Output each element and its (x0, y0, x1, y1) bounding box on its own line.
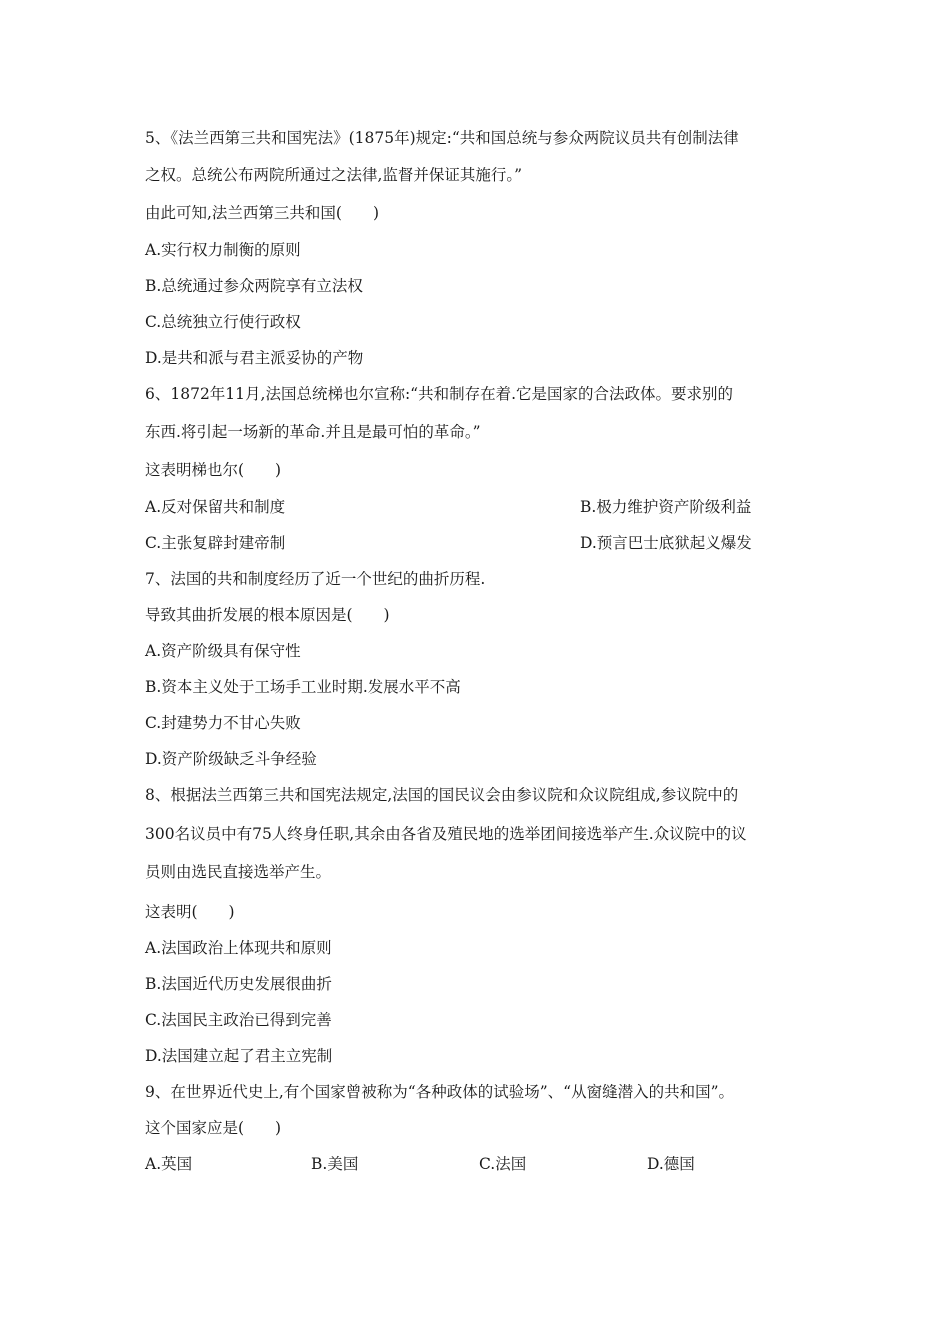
q5-text-line2: 之权。总统公布两院所通过之法律,监督并保证其施行。” (145, 166, 523, 184)
q7-option-b: B.资本主义处于工场手工业时期.发展水平不高 (145, 678, 461, 696)
q9-stem: 这个国家应是( ) (145, 1119, 282, 1137)
q7-option-a: A.资产阶级具有保守性 (145, 642, 301, 660)
q6-text-line1: 6、1872年11月,法国总统梯也尔宣称:“共和制存在着.它是国家的合法政体。要求别的 (145, 385, 734, 403)
q7-stem: 导致其曲折发展的根本原因是( ) (145, 606, 390, 624)
q5-text-line1: 5、《法兰西第三共和国宪法》(1875年)规定:“共和国总统与参众两院议员共有创制法律 (145, 129, 739, 147)
q7-option-d: D.资产阶级缺乏斗争经验 (145, 750, 317, 768)
q9-option-a: A.英国 (145, 1155, 193, 1173)
q8-text-line3: 员则由选民直接选举产生。 (145, 863, 332, 881)
q8-text-line2: 300名议员中有75人终身任职,其余由各省及殖民地的选举团间接选举产生.众议院中的议 (145, 825, 747, 843)
q9-text-line1: 9、在世界近代史上,有个国家曾被称为“各种政体的试验场”、“从窗缝潜入的共和国”。 (145, 1083, 734, 1101)
q8-option-d: D.法国建立起了君主立宪制 (145, 1047, 333, 1065)
q6-stem: 这表明梯也尔( ) (145, 461, 282, 479)
q9-option-c: C.法国 (479, 1155, 527, 1173)
q7-option-c: C.封建势力不甘心失败 (145, 714, 301, 732)
q5-option-a: A.实行权力制衡的原则 (145, 241, 301, 259)
q8-stem: 这表明( ) (145, 903, 235, 921)
q5-stem: 由此可知,法兰西第三共和国( ) (145, 204, 380, 222)
q6-option-c: C.主张复辟封建帝制 (145, 534, 286, 552)
q6-option-d: D.预言巴士底狱起义爆发 (580, 534, 752, 552)
q8-option-c: C.法国民主政治已得到完善 (145, 1011, 332, 1029)
q9-option-b: B.美国 (311, 1155, 359, 1173)
q9-option-d: D.德国 (647, 1155, 695, 1173)
q5-option-c: C.总统独立行使行政权 (145, 313, 301, 331)
q8-option-b: B.法国近代历史发展很曲折 (145, 975, 332, 993)
q5-option-b: B.总统通过参众两院享有立法权 (145, 277, 363, 295)
q8-text-line1: 8、根据法兰西第三共和国宪法规定,法国的国民议会由参议院和众议院组成,参议院中的 (145, 786, 739, 804)
q6-option-b: B.极力维护资产阶级利益 (580, 498, 752, 516)
q9-options-row (145, 1154, 845, 1174)
q7-text-line1: 7、法国的共和制度经历了近一个世纪的曲折历程. (145, 570, 486, 588)
q5-option-d: D.是共和派与君主派妥协的产物 (145, 349, 364, 367)
q8-option-a: A.法国政治上体现共和原则 (145, 939, 332, 957)
q6-option-a: A.反对保留共和制度 (145, 498, 286, 516)
q6-text-line2: 东西.将引起一场新的革命.并且是最可怕的革命。” (145, 423, 481, 441)
